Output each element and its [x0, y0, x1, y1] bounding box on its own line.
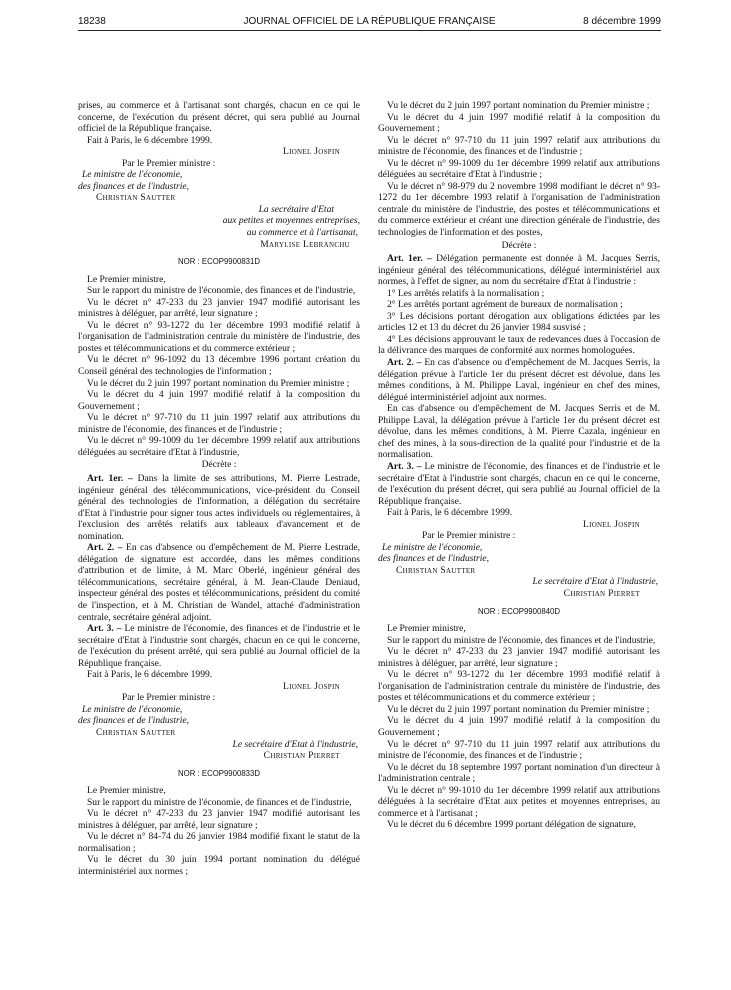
- decree-visa: Vu le décret n° 47-233 du 23 janvier 1947 modifié autorisant les ministres à déléguer, par arrêté, leur signature ;: [78, 296, 360, 320]
- signature-pm: Lionel Jospin: [282, 146, 340, 158]
- list-item: 3° Les décisions portant dérogation aux obligations édictées par les articles 12 et 13 du décret du 26 janvier 1984 susvisé ;: [378, 310, 660, 334]
- decree-visa: Vu le décret du 2 juin 1997 portant nomination du Premier ministre ;: [387, 100, 650, 111]
- minister-title-line2: des finances et de l'industrie,: [78, 715, 190, 727]
- decree-visa: Vu le décret du 2 juin 1997 portant nomination du Premier ministre ;: [87, 377, 350, 389]
- decree-visa: Vu le décret n° 47-233 du 23 janvier 1947 modifié autorisant les ministres à déléguer, par arrêté, leur signature ;: [378, 646, 660, 669]
- par-le-premier-ministre: Par le Premier ministre :: [122, 157, 216, 169]
- journal-title: JOURNAL OFFICIEL DE LA RÉPUBLIQUE FRANÇAISE: [243, 16, 496, 27]
- article-text: En cas d'absence ou d'empêchement de M. Pierre Lestrade, délégation de signature est accordée, dans les mêmes conditions d'attribution et de limite, à M. Marc Oberlé, ingénieur général des télécommunications, secrétaire général, à M. Jean-Claude Deniaud, inspecteur général des postes et télécommunications, président du comité de l'inspection, et à M. Christian de Wandel, attaché d'administration centrale, secrétaire général adjoint.: [78, 542, 361, 623]
- article-text: Le ministre de l'économie, des finances et de l'industrie et le secrétaire d'Etat à l'industrie sont chargés, chacun en ce qui le concerne, de l'exécution du présent arrêté, qui sera publié au Journal officiel de la République française.: [78, 623, 360, 669]
- decree-visa: Vu le décret du 4 juin 1997 modifié relatif à la composition du Gouvernement ;: [78, 389, 360, 412]
- decree-visa: Vu le décret n° 96-1092 du 13 décembre 1996 portant création du Conseil général des technologies de l'information ;: [78, 354, 360, 378]
- article-text: Dans la limite de ses attributions, M. Pierre Lestrade, ingénieur général des télécommunications, vice-président du Conseil général des technologies de l'information, a délégation du secrétaire d'Etat à l'industrie pour signer tous actes individuels ou réglementaires, à l'exclusion des arrêtés relatifs aux tableaux d'avancement et de nomination.: [78, 472, 360, 542]
- fait-a-paris: Fait à Paris, le 6 décembre 1999.: [87, 134, 213, 146]
- article-paragraph: [78, 473, 360, 542]
- intro-paragraph: prises, au commerce et à l'artisanat sont chargés, chacun en ce qui le concerne, de l'exécution du présent décret, qui sera publié au Journal officiel de la République française.: [78, 100, 360, 135]
- article-text: Délégation permanente est donnée à M. Jacques Serris, ingénieur général des télécommunications, délégué interministériel aux normes, à l'effet de signer, au nom du secrétaire d'Etat à l'industrie :: [378, 253, 660, 288]
- article-paragraph: [78, 623, 360, 669]
- secretary-title: Le secrétaire d'Etat à l'industrie,: [232, 738, 358, 750]
- decree-preamble: Le Premier ministre,: [387, 623, 466, 635]
- issue-date: 8 décembre 1999: [583, 16, 661, 27]
- minister-title-line1: Le ministre de l'économie,: [382, 541, 483, 553]
- signature-pm: Lionel Jospin: [582, 518, 640, 530]
- article-paragraph: En cas d'absence ou d'empêchement de M. Jacques Serris et de M. Philippe Laval, la délégation prévue à l'article 1er du présent décret est dévolue, dans les mêmes conditions, à M. Pierre Cazala, ingénieur en chef des mines, à la sous-direction de la qualité pour l'industrie et de la normalisation.: [378, 403, 660, 461]
- secretary-name: Marylise Lebranchu: [260, 238, 350, 250]
- decree-visa: Vu le décret n° 98-979 du 2 novembre 1998 modifiant le décret n° 93-1272 du 1er décembre 1993 relatif à l'organisation de l'administration centrale du ministère de l'industrie, des postes et télécommunications et du commerce extérieur et créant une direction générale de l'industrie, des technologies de l'information et des postes,: [378, 180, 660, 239]
- decree-visa: Vu le décret du 4 juin 1997 modifié relatif à la composition du Gouvernement ;: [378, 715, 660, 738]
- decree-visa: Vu le décret n° 99-1009 du 1er décembre 1999 relatif aux attributions déléguées au secrétaire d'Etat à l'industrie ;: [378, 157, 660, 181]
- decree-visa: Vu le décret n° 84-74 du 26 janvier 1984 modifié fixant le statut de la normalisation ;: [78, 831, 360, 854]
- decree-visa: Vu le décret du 4 juin 1997 modifié relatif à la composition du Gouvernement ;: [378, 111, 660, 135]
- right-column: [378, 100, 660, 831]
- par-le-premier-ministre: Par le Premier ministre :: [422, 530, 516, 542]
- article-paragraph: [78, 542, 360, 623]
- decree-visa: Vu le décret n° 99-1010 du 1er décembre 1999 relatif aux attributions déléguées à la secrétaire d'Etat aux petites et moyennes entreprises, au commerce et à l'artisanat ;: [378, 784, 660, 819]
- decree-visa: Sur le rapport du ministre de l'économie, des finances et de l'industrie,: [387, 634, 656, 646]
- decree-preamble: Le Premier ministre,: [87, 785, 166, 797]
- decree-visa: Vu le décret n° 97-710 du 11 juin 1997 relatif aux attributions du ministre de l'économie, des finances et de l'industrie ;: [78, 412, 360, 435]
- decree-visa: Vu le décret du 30 juin 1994 portant nomination du délégué interministériel aux normes ;: [78, 854, 360, 877]
- article-text: En cas d'absence ou d'empêchement de M. Jacques Serris, la délégation prévue à l'article 1er du présent décret est dévolue, dans les mêmes conditions, à M. Philippe Laval, ingénieur en chef des mines, délégué interministériel adjoint aux normes.: [378, 357, 660, 403]
- list-item: 4° Les décisions approuvant le taux de redevances dues à l'occasion de la délivrance des marques de conformité aux normes homologuées.: [378, 333, 660, 357]
- decree-visa: Vu le décret du 18 septembre 1997 portant nomination d'un directeur à l'administration centrale ;: [378, 761, 660, 785]
- decrete-heading: Décrète :: [201, 459, 237, 471]
- article-label: Art. 3. –: [387, 460, 422, 472]
- header-rule: [78, 30, 661, 31]
- left-column: [78, 100, 360, 878]
- minister-title-line1: Le ministre de l'économie,: [82, 703, 183, 715]
- decree-visa: Vu le décret n° 99-1009 du 1er décembre 1999 relatif aux attributions déléguées au secrétaire d'Etat à l'industrie,: [78, 435, 360, 458]
- minister-name: Christian Sautter: [96, 726, 176, 738]
- signature-pm: Lionel Jospin: [282, 680, 340, 692]
- par-le-premier-ministre: Par le Premier ministre :: [122, 692, 216, 704]
- nor-reference: NOR : ECOP9900831D: [178, 257, 260, 267]
- secretary-title: Le secrétaire d'Etat à l'industrie,: [532, 576, 658, 588]
- article-paragraph: [378, 253, 660, 288]
- decrete-heading: Décrète :: [501, 239, 537, 251]
- secretary-title-line3: au commerce et à l'artisanat,: [246, 227, 358, 239]
- article-label: Art. 2. –: [87, 542, 123, 554]
- article-label: Art. 3. –: [87, 623, 122, 635]
- decree-visa: Vu le décret n° 97-710 du 11 juin 1997 relatif aux attributions du ministre de l'économie, des finances et de l'industrie ;: [378, 134, 660, 158]
- nor-reference: NOR : ECOP9900840D: [478, 606, 560, 616]
- decree-visa: Vu le décret n° 97-710 du 11 juin 1997 relatif aux attributions du ministre de l'économie, des finances et de l'industrie ;: [378, 738, 660, 762]
- minister-title-line2: des finances et de l'industrie,: [378, 553, 490, 565]
- decree-visa: Vu le décret n° 93-1272 du 1er décembre 1993 modifié relatif à l'organisation de l'administration centrale du ministère de l'industrie, des postes et télécommunications et du commerce extérieur ;: [378, 669, 660, 704]
- secretary-title-line2: aux petites et moyennes entreprises,: [222, 215, 360, 227]
- article-label: Art. 2. –: [387, 357, 422, 369]
- decree-visa: Sur le rapport du ministre de l'économie, de finances et de l'industrie,: [87, 796, 352, 808]
- article-label: Art. 1er. –: [87, 472, 133, 484]
- fait-a-paris: Fait à Paris, le 6 décembre 1999.: [387, 507, 513, 519]
- decree-preamble: Le Premier ministre,: [87, 273, 166, 285]
- secretary-name: Christian Pierret: [263, 750, 340, 762]
- decree-visa: Vu le décret du 6 décembre 1999 portant délégation de signature,: [387, 819, 636, 831]
- decree-visa: Sur le rapport du ministre de l'économie, des finances et de l'industrie,: [87, 285, 356, 297]
- minister-name: Christian Sautter: [396, 564, 476, 576]
- decree-visa: Vu le décret n° 93-1272 du 1er décembre 1993 modifié relatif à l'organisation de l'administration centrale du ministère de l'industrie, des postes et télécommunications et du commerce extérieur ;: [78, 319, 360, 354]
- nor-reference: NOR : ECOP9900833D: [178, 768, 260, 778]
- fait-a-paris: Fait à Paris, le 6 décembre 1999.: [87, 669, 213, 681]
- article-paragraph: [378, 357, 660, 403]
- article-label: Art. 1er. –: [387, 253, 432, 265]
- decree-visa: Vu le décret du 2 juin 1997 portant nomination du Premier ministre ;: [387, 703, 650, 715]
- list-item: 1° Les arrêtés relatifs à la normalisation ;: [387, 287, 545, 299]
- article-text: Le ministre de l'économie, des finances et de l'industrie et le secrétaire d'Etat à l'industrie sont chargés, chacun en ce qui le concerne, de l'exécution du présent décret, qui sera publié au Journal officiel de la République française.: [378, 460, 660, 507]
- secretary-name: Christian Pierret: [563, 587, 640, 599]
- minister-title-line2: des finances et de l'industrie,: [78, 180, 190, 192]
- article-paragraph: [378, 461, 660, 507]
- page-number: 18238: [78, 16, 106, 27]
- minister-name: Christian Sautter: [96, 192, 176, 204]
- list-item: 2° Les arrêtés portant agrément de bureaux de normalisation ;: [387, 299, 623, 311]
- minister-title-line1: Le ministre de l'économie,: [82, 169, 183, 181]
- secretary-title-line1: La secrétaire d'Etat: [258, 203, 334, 215]
- decree-visa: Vu le décret n° 47-233 du 23 janvier 1947 modifié autorisant les ministres à déléguer, par arrêté, leur signature ;: [78, 808, 360, 831]
